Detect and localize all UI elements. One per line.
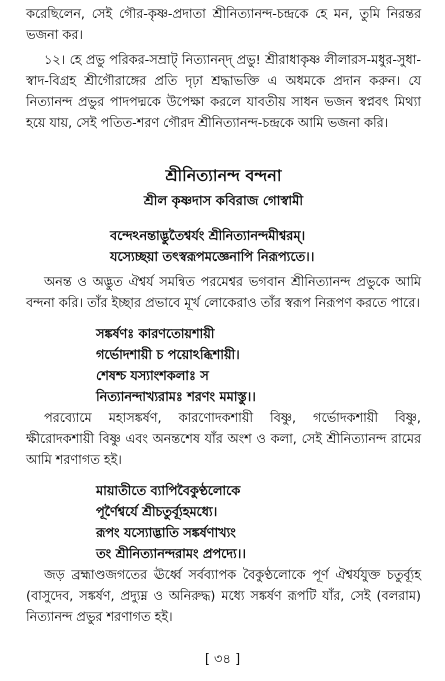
verse-line: বন্দেঽনন্তাদ্ভুতৈশ্বর্যং শ্রীনিত্যানন্দমীশ্বরম্। bbox=[110, 229, 306, 244]
section-title: শ্রীনিত্যানন্দ বন্দনা bbox=[165, 166, 282, 185]
verse-2-translation: পরব্যোমে মহাসঙ্কর্ষণ, কারণোদকশায়ী বিষ্ণু, গর্ভোদকশায়ী বিষ্ণু, ক্ষীরোদকশায়ী বিষ্ণু এবং অনন্তশেষ যাঁর অংশ ও কলা, সেই শ্রীনিত্যানন্দ রামের আমি শরণাগত হই। bbox=[26, 411, 421, 468]
verse-line: শেষশ্চ যস্যাংশকলাঃ স bbox=[96, 369, 209, 384]
verse-line: তং শ্রীনিত্যানন্দরামং প্রপদ্যে।। bbox=[96, 547, 246, 562]
verse-12-paragraph: ১২। হে প্রভু পরিকর-সম্রাট্ নিত্যানন্দ্ প্রভু! শ্রীরাধাকৃষ্ণ লীলারস-মধুর-সুধা-স্বাদ-বিগ্রহ শ্রীগৌরাঙ্গের প্রতি দৃঢ়া শ্রদ্ধাভক্তি এ অধমকে প্রদান করুন। যে নিত্যানন্দ প্রভুর পাদপদ্মকে উপেক্ষা করলে যাবতীয় সাধন ভজন স্বপ্নবৎ মিথ্যা হয়ে যায়, সেই পতিত-শরণ গৌরদ শ্রীনিত্যানন্দ-চন্দ্রকে আমি ভজনা করি। bbox=[26, 53, 421, 131]
sanskrit-verse-2 bbox=[26, 324, 421, 408]
verse-line: যস্যেচ্ছয়া তৎস্বরূপমজ্ঞেনাপি নিরূপ্যতে।। bbox=[110, 250, 315, 265]
page-number: [ ৩৪ ] bbox=[204, 652, 241, 667]
verse-line: নিত্যানন্দাখ্যরামঃ শরণং মমাস্তু।। bbox=[96, 390, 256, 405]
intro-paragraph: করেছিলেন, সেই গৌর-কৃষ্ণ-প্রদাতা শ্রীনিত্যানন্দ-চন্দ্রকে হে মন, তুমি নিরন্তর ভজনা কর। bbox=[26, 7, 421, 43]
verse-line: মায়াতীতে ব্যাপিবৈকুণ্ঠলোকে bbox=[96, 484, 241, 499]
verse-3-translation: জড় ব্রহ্মাণ্ডজগতের ঊর্ধ্বে সর্বব্যাপক বৈকুণ্ঠলোকে পূর্ণ ঐশ্বর্যযুক্ত চতুর্ব্যূহ (বাসুদেব, সঙ্কর্ষণ, প্রদ্যুম্ন ও অনিরুদ্ধ) মধ্যে সঙ্কর্ষণ রূপটি যাঁর, সেই (বলরাম) নিত্যানন্দ প্রভুর শরণাগত হই। bbox=[26, 568, 421, 625]
sanskrit-verse-3 bbox=[26, 481, 421, 565]
sanskrit-verse-1 bbox=[26, 226, 421, 268]
page-body bbox=[26, 4, 421, 628]
verse-line: সঙ্কর্ষণঃ কারণতোয়শায়ী bbox=[96, 327, 215, 342]
verse-1-translation: অনন্ত ও অদ্ভুত ঐশ্বর্য সমন্বিত পরমেশ্বর ভগবান শ্রীনিত্যানন্দ প্রভুকে আমি বন্দনা করি। তাঁর ইচ্ছার প্রভাবে মূর্খ লোকেরাও তাঁর স্বরূপ নিরূপণ করতে পারে। bbox=[26, 275, 421, 311]
section-author: শ্রীল কৃষ্ণদাস কবিরাজ গোস্বামী bbox=[143, 194, 304, 209]
verse-line: রূপং যস্যোদ্ভাতি সঙ্কর্ষণাখ্যং bbox=[96, 526, 236, 541]
verse-line: পূর্ণৈশ্বর্যে শ্রীচতুর্ব্যূহমধ্যে। bbox=[96, 505, 218, 520]
verse-line: গর্ভোদশায়ী চ পয়োঽব্ধিশায়ী। bbox=[96, 348, 240, 363]
